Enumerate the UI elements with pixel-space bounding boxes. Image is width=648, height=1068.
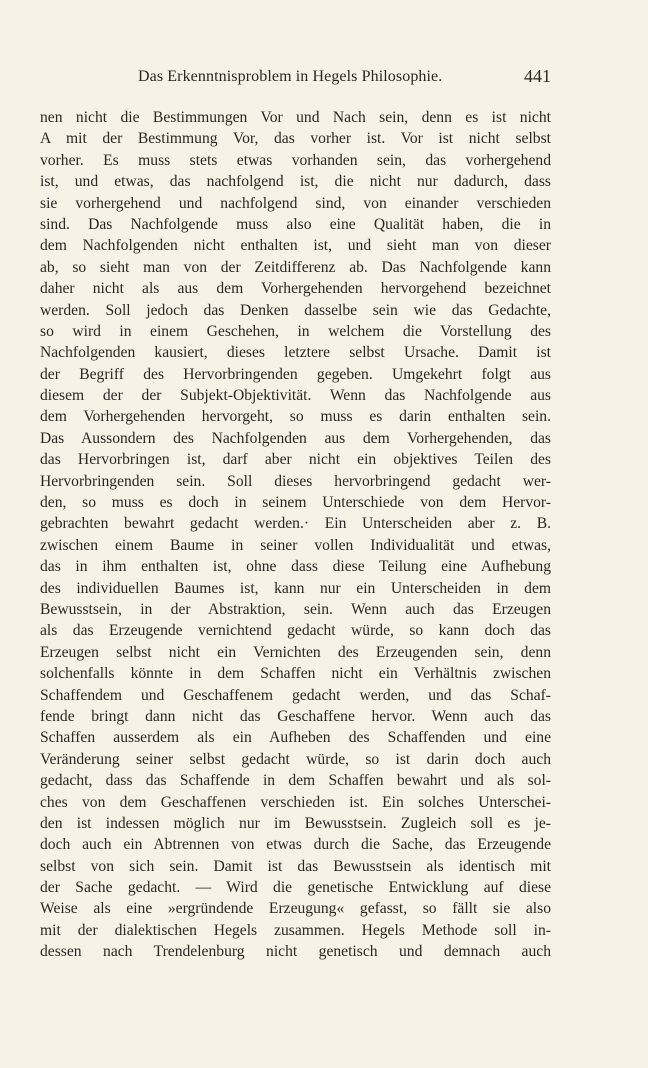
text-line: gedacht, dass das Schaffende in dem Schaffen bewahrt und als sol-	[40, 772, 551, 790]
text-line: Nachfolgenden kausiert, dieses letztere selbst Ursache. Damit ist	[40, 344, 551, 362]
text-line: sind. Das Nachfolgende muss also eine Qualität haben, die in	[40, 215, 551, 233]
text-line: vorher. Es muss stets etwas vorhanden sein, das vorhergehend	[40, 151, 551, 169]
text-line: so wird in einem Geschehen, in welchem die Vorstellung des	[40, 322, 551, 340]
text-line: nen nicht die Bestimmungen Vor und Nach sein, denn es ist nicht	[40, 109, 551, 126]
text-line: daher nicht als aus dem Vorhergehenden hervorgehend bezeichnet	[40, 280, 551, 298]
text-line: gebrachten bewahrt gedacht werden.· Ein Unterscheiden aber z. B.	[40, 515, 551, 533]
text-line: fende bringt dann nicht das Geschaffene hervor. Wenn auch das	[40, 707, 551, 725]
text-line: solchenfalls könnte in dem Schaffen nicht ein Verhältnis zwischen	[40, 665, 551, 683]
body-text	[40, 107, 551, 963]
text-line: Veränderung seiner selbst gedacht würde, so ist darin doch auch	[40, 750, 551, 768]
text-line: Hervorbringenden sein. Soll dieses hervorbringend gedacht wer-	[40, 472, 551, 490]
text-line: ist, und etwas, das nachfolgend ist, die nicht nur dadurch, dass	[40, 173, 551, 191]
text-line: A mit der Bestimmung Vor, das vorher ist. Vor ist nicht selbst	[40, 130, 551, 148]
text-line: dem Vorhergehenden hervorgeht, so muss es darin enthalten sein.	[40, 408, 551, 426]
text-line: zwischen einem Baume in seiner vollen Individualität und etwas,	[40, 536, 551, 554]
text-line: der Begriff des Hervorbringenden gegeben. Umgekehrt folgt aus	[40, 365, 551, 383]
text-line: Schaffen ausserdem als ein Aufheben des Schaffenden und eine	[40, 729, 551, 747]
text-line: das Hervorbringen ist, darf aber nicht ein objektives Teilen des	[40, 451, 551, 469]
text-line: Weise als eine »ergründende Erzeugung« gefasst, so fällt sie also	[40, 900, 551, 918]
text-line: das in ihm enthalten ist, ohne dass diese Teilung eine Aufhebung	[40, 558, 551, 576]
text-line: ches von dem Geschaffenen verschieden ist. Ein solches Unterschei-	[40, 793, 551, 811]
text-line: Bewusstsein, in der Abstraktion, sein. Wenn auch das Erzeugen	[40, 600, 551, 618]
text-line: ab, so sieht man von der Zeitdifferenz ab. Das Nachfolgende kann	[40, 258, 551, 276]
text-line: Erzeugen selbst nicht ein Vernichten des Erzeugenden sein, denn	[40, 643, 551, 661]
text-line: sie vorhergehend und nachfolgend sind, von einander verschieden	[40, 194, 551, 212]
text-line: als das Erzeugende vernichtend gedacht würde, so kann doch das	[40, 622, 551, 640]
text-line: selbst von sich sein. Damit ist das Bewusstsein als identisch mit	[40, 857, 551, 875]
text-line: den ist indessen möglich nur im Bewusstsein. Zugleich soll es je-	[40, 814, 551, 832]
text-line: des individuellen Baumes ist, kann nur ein Unterscheiden in dem	[40, 579, 551, 597]
text-line: dessen nach Trendelenburg nicht genetisch und demnach auch	[40, 943, 551, 961]
text-line: mit der dialektischen Hegels zusammen. Hegels Methode soll in-	[40, 921, 551, 939]
text-line: diesem der der Subjekt-Objektivität. Wenn das Nachfolgende aus	[40, 387, 551, 405]
text-line: der Sache gedacht. — Wird die genetische Entwicklung auf diese	[40, 879, 551, 897]
text-line: Schaffendem und Geschaffenem gedacht werden, und das Schaf-	[40, 686, 551, 704]
text-line: werden. Soll jedoch das Denken dasselbe sein wie das Gedachte,	[40, 301, 551, 319]
text-line: dem Nachfolgenden nicht enthalten ist, und sieht man von dieser	[40, 237, 551, 255]
page-number: 441	[524, 66, 551, 86]
text-line: doch auch ein Abtrennen von etwas durch die Sache, das Erzeugende	[40, 836, 551, 854]
text-line: Das Aussondern des Nachfolgenden aus dem Vorhergehenden, das	[40, 429, 551, 447]
text-line: den, so muss es doch in seinem Unterschiede von dem Hervor-	[40, 494, 551, 512]
running-title: Das Erkenntnisproblem in Hegels Philosophie.	[138, 68, 443, 85]
running-head	[40, 66, 551, 92]
